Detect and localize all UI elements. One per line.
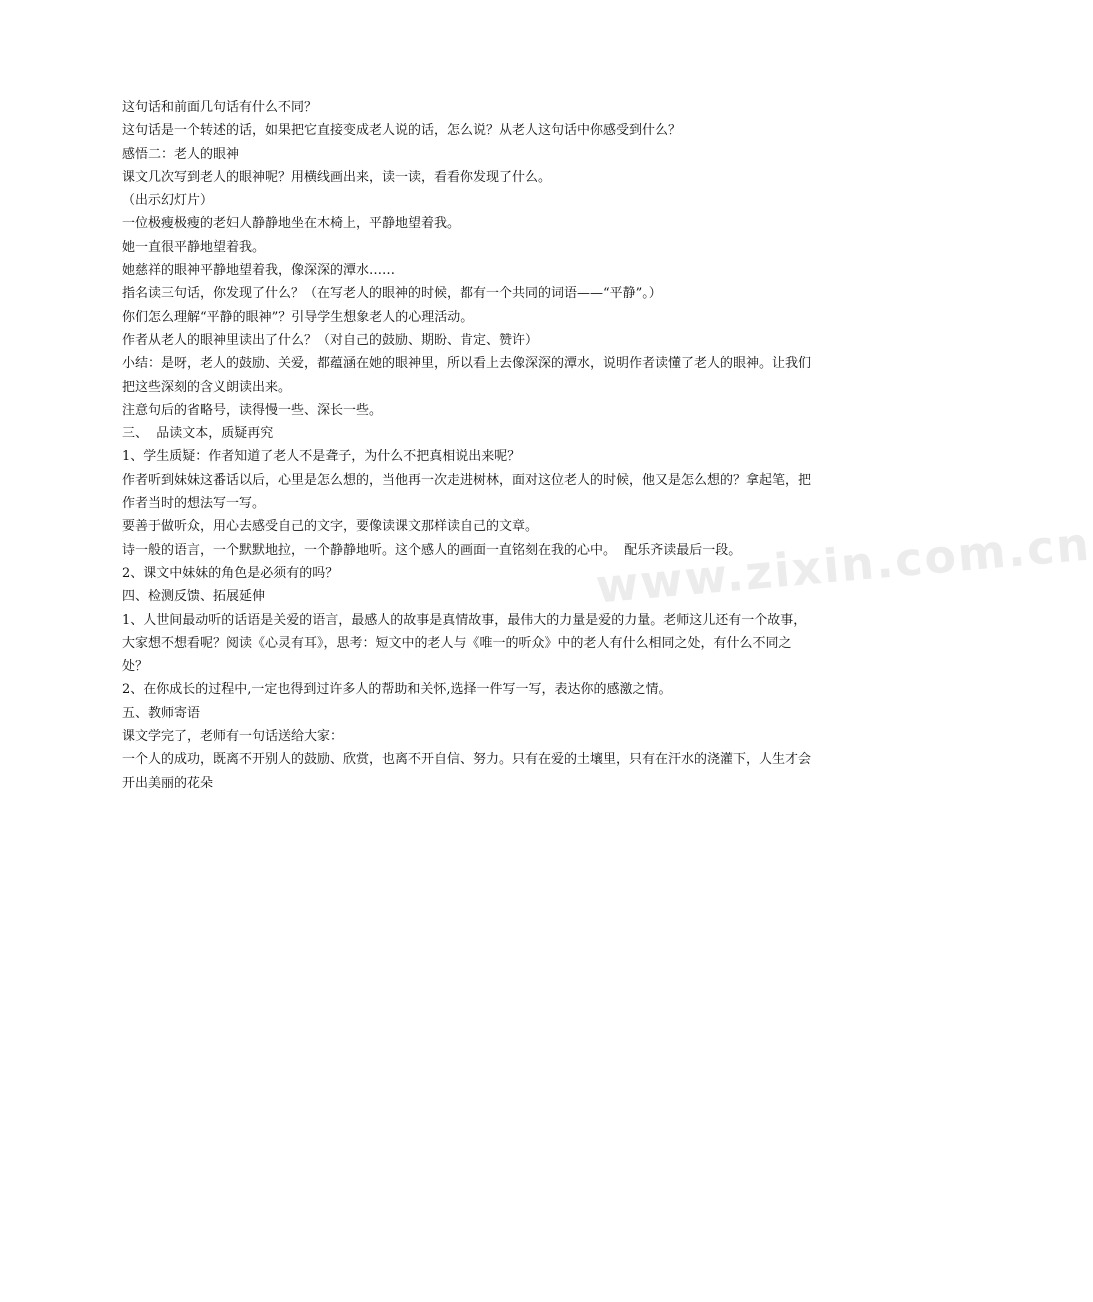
paragraph: 作者从老人的眼神里读出了什么？（对自己的鼓励、期盼、肯定、赞许） xyxy=(122,332,539,348)
paragraph: 诗一般的语言，一个默默地拉，一个静静地听。这个感人的画面一直铭刻在我的心中。 配乐齐读最后一段。 xyxy=(122,542,742,558)
summary-paragraph: 小结：是呀，老人的鼓励、关爱，都蕴涵在她的眼神里，所以看上去像深深的潭水，说明作者读懂了老人的眼神。让我们把这些深刻的含义朗读出来。 xyxy=(122,356,812,395)
section-heading: 三、 品读文本，质疑再究 xyxy=(122,426,274,442)
section-heading: 感悟二：老人的眼神 xyxy=(122,146,240,162)
paragraph: 指名读三句话，你发现了什么？（在写老人的眼神的时候，都有一个共同的词语——“平静”。） xyxy=(122,286,662,302)
paragraph: 课文几次写到老人的眼神呢？用横线画出来，读一读，看看你发现了什么。 xyxy=(122,169,552,185)
paragraph: 这句话和前面几句话有什么不同？ xyxy=(122,100,318,115)
paragraph: 2、在你成长的过程中,一定也得到过许多人的帮助和关怀,选择一件写一写，表达你的感激之情。 xyxy=(122,682,672,698)
quoted-sentence: 她慈祥的眼神平静地望着我，像深深的潭水…… xyxy=(122,263,396,279)
document-body xyxy=(122,96,812,795)
quoted-sentence: 一位极瘦极瘦的老妇人静静地坐在木椅上，平静地望着我。 xyxy=(122,216,461,232)
quoted-sentence: 她一直很平静地望着我。 xyxy=(122,239,266,255)
paragraph: 课文学完了，老师有一句话送给大家： xyxy=(122,729,344,745)
paragraph: 2、课文中妹妹的角色是必须有的吗？ xyxy=(122,565,339,581)
paragraph: 1、人世间最动听的话语是关爱的语言，最感人的故事是真情故事，最伟大的力量是爱的力量。老师这儿还有一个故事，大家想不想看呢？阅读《心灵有耳》，思考：短文中的老人与《唯一的听众》中的老人有什么相同之处，有什么不同之处？ xyxy=(122,612,807,675)
paragraph: 作者听到妹妹这番话以后，心里是怎么想的，当他再一次走进树林，面对这位老人的时候，他又是怎么想的？拿起笔，把作者当时的想法写一写。 xyxy=(122,472,812,512)
paragraph: 注意句后的省略号，读得慢一些、深长一些。 xyxy=(122,402,383,418)
paragraph: 这句话是一个转述的话，如果把它直接变成老人说的话，怎么说？从老人这句话中你感受到什么？ xyxy=(122,123,682,139)
paragraph: 你们怎么理解“平静的眼神”？引导学生想象老人的心理活动。 xyxy=(122,309,474,325)
paragraph: 要善于做听众，用心去感受自己的文字，要像读课文那样读自己的文章。 xyxy=(122,519,539,535)
paragraph: （出示幻灯片） xyxy=(122,193,214,209)
paragraph: 一个人的成功，既离不开别人的鼓励、欣赏，也离不开自信、努力。只有在爱的土壤里，只有在汗水的浇灌下，人生才会开出美丽的花朵 xyxy=(122,752,812,791)
section-heading: 五、教师寄语 xyxy=(122,705,201,721)
watermark: www.zixin.com.cn xyxy=(593,516,1093,614)
section-heading: 四、检测反馈、拓展延伸 xyxy=(122,589,266,605)
paragraph: 1、学生质疑：作者知道了老人不是聋子，为什么不把真相说出来呢？ xyxy=(122,449,521,465)
